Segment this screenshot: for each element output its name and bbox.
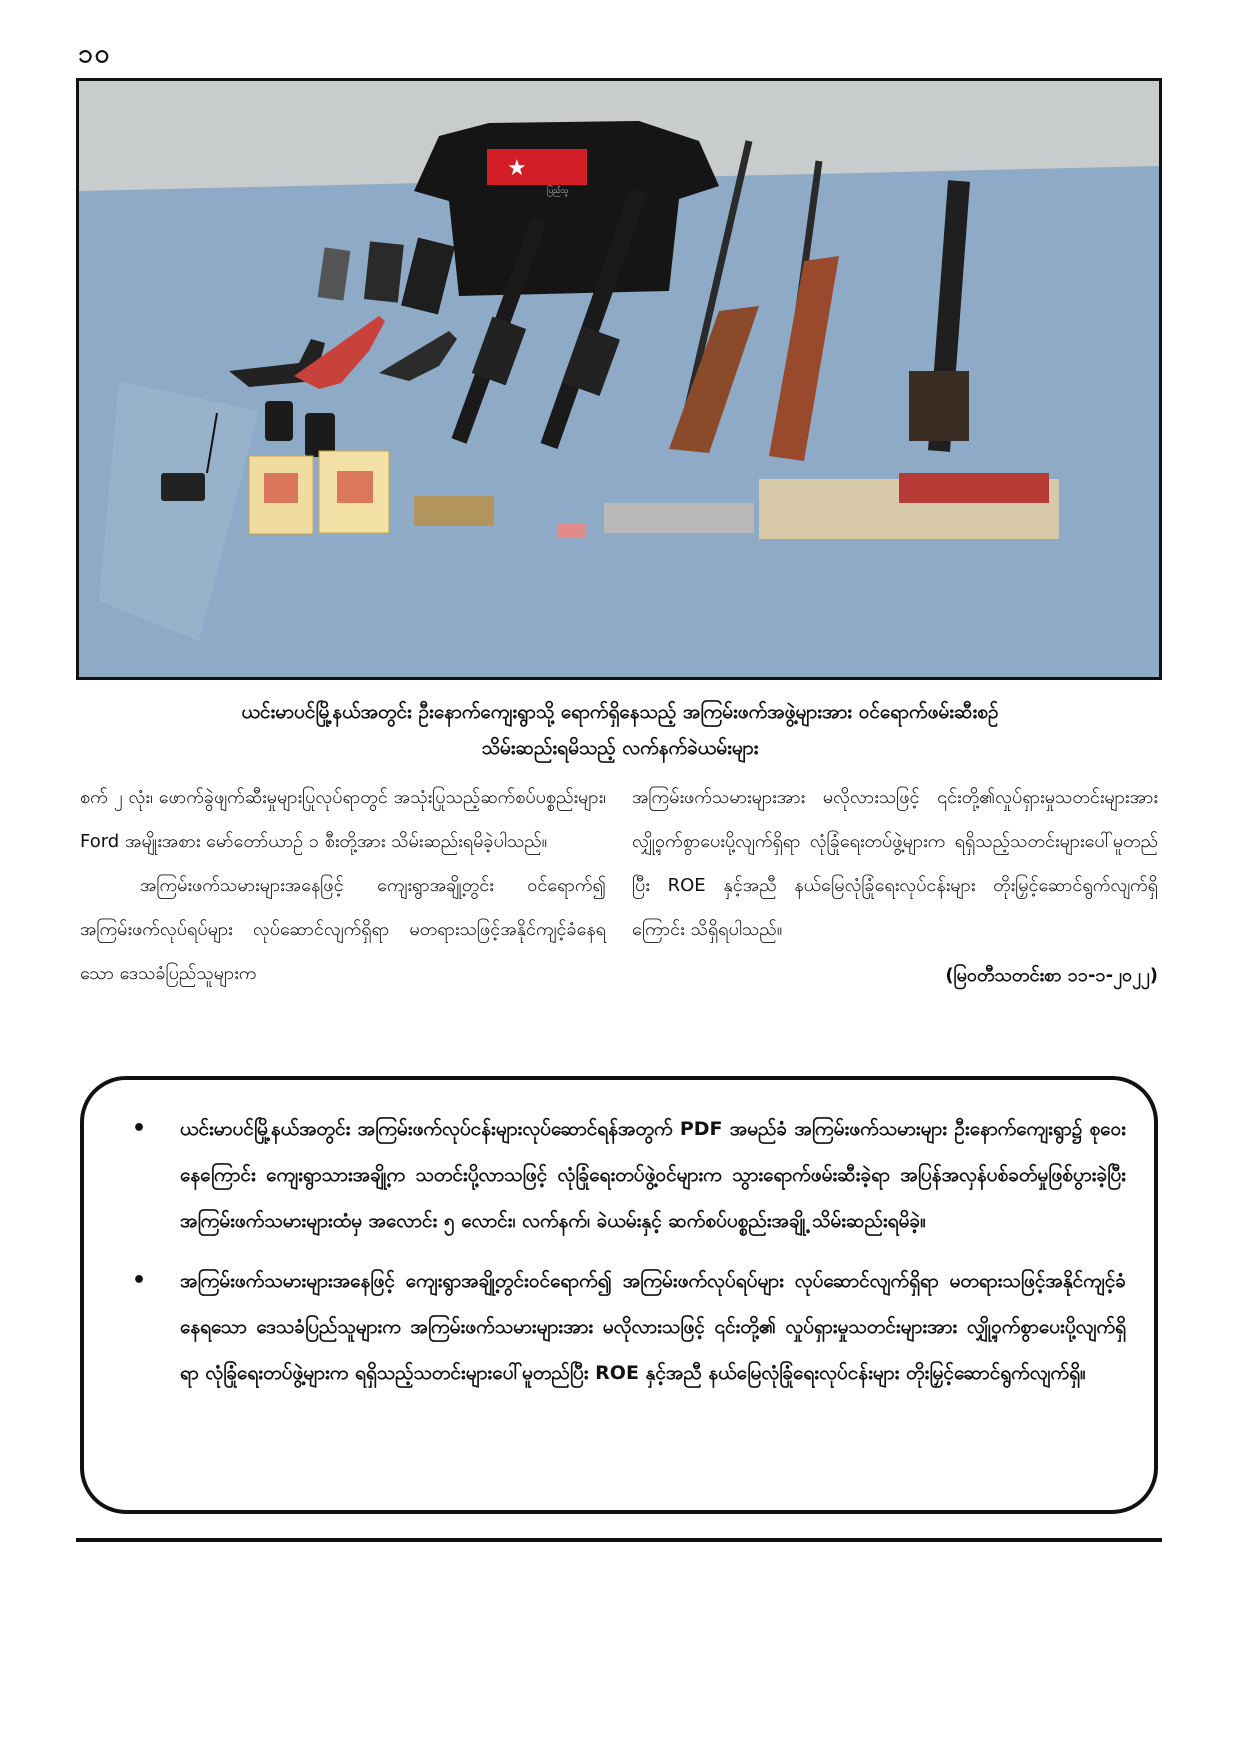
summary-text: ယင်းမာပင်မြို့နယ်အတွင်း အကြမ်းဖက်လုပ်ငန်းများလုပ်ဆောင်ရန်အတွက် PDF အမည်ခံ အကြမ်းဖက်သမားများ ဦးနောက်ကျေးရွာ၌ စုဝေးနေကြောင်း ကျေးရွာသားအချို့က သတင်းပို့လာသဖြင့် လုံခြုံရေးတပ်ဖွဲ့ဝင်များက သွားရောက်ဖမ်းဆီးခဲ့ရာ အပြန်အလှန်ပစ်ခတ်မှုဖြစ်ပွားခဲ့ပြီး အကြမ်းဖက်သမားများထံမှ အလောင်း ၅ လောင်း၊ လက်နက်၊ ခဲယမ်းနှင့် ဆက်စပ်ပစ္စည်းအချို့ သိမ်းဆည်းရမိခဲ့။ (180, 1118, 1126, 1232)
article-paragraph: စက် ၂ လုံး၊ ဖောက်ခွဲဖျက်ဆီးမှုများပြုလုပ်ရာတွင် အသုံးပြုသည့်ဆက်စပ်ပစ္စည်းများ၊ Ford အမျိုးအစား မော်တော်ယာဉ် ၁ စီးတို့အား သိမ်းဆည်းရမိခဲ့ပါသည်။ (80, 787, 606, 852)
article-column-right (632, 776, 1158, 998)
article-source: (မြဝတီသတင်းစာ ၁၁-၁-၂၀၂၂) (945, 965, 1158, 986)
article-column-left (80, 776, 606, 996)
caption-line-2: သိမ်းဆည်းရမိသည့် လက်နက်ခဲယမ်းများ (481, 737, 759, 759)
bottom-divider (76, 1538, 1162, 1542)
summary-box (80, 1076, 1158, 1514)
summary-item (124, 1258, 1126, 1396)
summary-list (124, 1106, 1126, 1396)
red-flag-print (487, 149, 587, 185)
article-paragraph: အကြမ်းဖက်သမားများအား မလိုလားသဖြင့် ၎င်းတို့၏လှုပ်ရှားမှုသတင်းများအား လျှို့ဝှက်စွာပေးပို့လျက်ရှိရာ လုံခြုံရေးတပ်ဖွဲ့များက ရရှိသည့်သတင်းများပေါ်မူတည်ပြီး ROE နှင့်အညီ နယ်မြေလုံခြုံရေးလုပ်ငန်းများ တိုးမြှင့်ဆောင်ရွက်လျက်ရှိကြောင်း သိရှိရပါသည်။ (632, 787, 1158, 940)
page-number: ၁၀ (78, 39, 112, 69)
summary-item (124, 1106, 1126, 1244)
bullet-icon: • (132, 1116, 147, 1141)
photo-caption (120, 694, 1120, 766)
seized-weapons-photo (76, 78, 1162, 680)
photo-illustration (79, 81, 1159, 677)
summary-text: အကြမ်းဖက်သမားများအနေဖြင့် ကျေးရွာအချို့တွင်းဝင်ရောက်၍ အကြမ်းဖက်လုပ်ရပ်များ လုပ်ဆောင်လျက်ရှိရာ မတရားသဖြင့်အနိုင်ကျင့်ခံနေရသော ဒေသခံပြည်သူများက အကြမ်းဖက်သမားများအား မလိုလားသဖြင့် ၎င်းတို့၏ လှုပ်ရှားမှုသတင်းများအား လျှို့ဝှက်စွာပေးပို့လျက်ရှိရာ လုံခြုံရေးတပ်ဖွဲ့များက ရရှိသည့်သတင်းများပေါ်မူတည်ပြီး ROE နှင့်အညီ နယ်မြေလုံခြုံရေးလုပ်ငန်းများ တိုးမြှင့်ဆောင်ရွက်လျက်ရှိ။ (180, 1270, 1126, 1384)
svg-text:★: ★ (507, 156, 527, 181)
article-paragraph: အကြမ်းဖက်သမားများအနေဖြင့် ကျေးရွာအချို့တွင်း ဝင်ရောက်၍ အကြမ်းဖက်လုပ်ရပ်များ လုပ်ဆောင်လျက်ရှိရာ မတရားသဖြင့်အနိုင်ကျင့်ခံနေရသော ဒေသခံပြည်သူများက (80, 875, 606, 984)
bullet-icon: • (132, 1268, 147, 1293)
shirt-print-text: ပြည်သူ (547, 186, 569, 195)
caption-line-1: ယင်းမာပင်မြို့နယ်အတွင်း ဦးနောက်ကျေးရွာသို့ ရောက်ရှိနေသည့် အကြမ်းဖက်အဖွဲ့များအား ဝင်ရောက်ဖမ်းဆီးစဉ် (241, 701, 999, 723)
ammo-boxes (249, 451, 389, 534)
